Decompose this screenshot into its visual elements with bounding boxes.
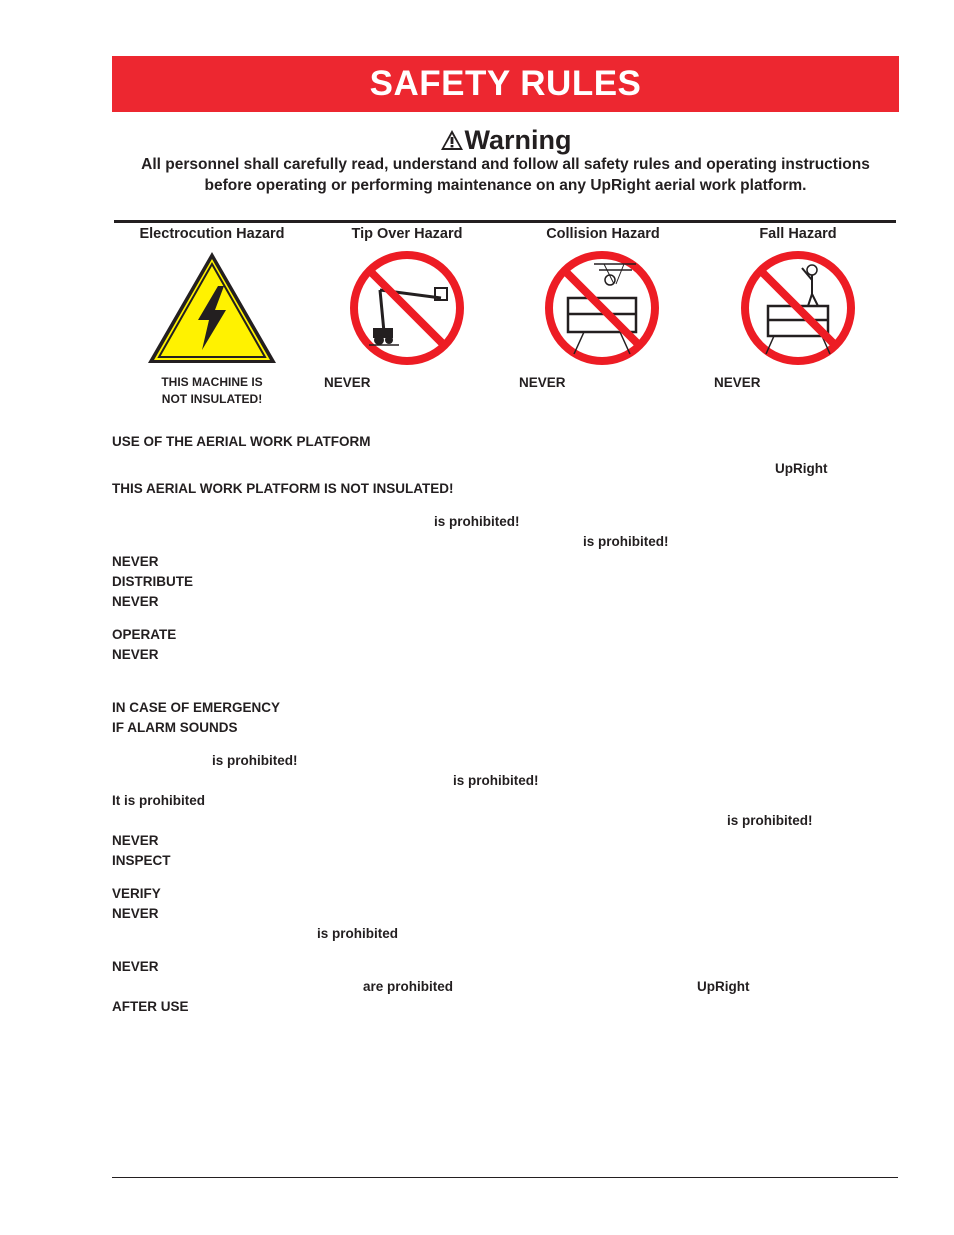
rule-text: is prohibited! (453, 773, 539, 788)
rule-text: UpRight (697, 979, 750, 994)
rule-text: are prohibited (363, 979, 454, 994)
hazard-label-electrocution: Electrocution Hazard (139, 226, 285, 242)
tip-over-note: NEVER (324, 375, 371, 390)
rule-text: is prohibited! (583, 534, 669, 549)
rule-text: IF ALARM SOUNDS (112, 720, 238, 735)
rule-text: is prohibited (317, 926, 398, 941)
rule-text: INSPECT (112, 853, 171, 868)
rule-text: DISTRIBUTE (112, 574, 193, 589)
rule-text: NEVER (112, 647, 159, 662)
rule-text: It is prohibited (112, 793, 205, 808)
electrocution-note-line-2: NOT INSULATED! (161, 392, 263, 406)
collision-prohibited-icon (544, 250, 660, 366)
warning-intro (112, 154, 899, 196)
intro-line-1: All personnel shall carefully read, understand and follow all safety rules and operating instructions (141, 156, 870, 173)
rule-text: NEVER (112, 959, 159, 974)
electrocution-warning-icon (146, 250, 278, 366)
divider-bottom (112, 1177, 898, 1178)
rule-text: IN CASE OF EMERGENCY (112, 700, 281, 715)
warning-heading (112, 124, 899, 156)
hazard-label-fall: Fall Hazard (759, 226, 837, 242)
rule-text: VERIFY (112, 886, 161, 901)
rule-text: THIS AERIAL WORK PLATFORM IS NOT INSULATED! (112, 481, 454, 496)
hazard-label-collision: Collision Hazard (546, 226, 660, 242)
page-title: SAFETY RULES (369, 64, 642, 103)
rule-text: is prohibited! (727, 813, 813, 828)
rule-text: NEVER (112, 594, 159, 609)
rule-text: UpRight (775, 461, 828, 476)
rule-text: is prohibited! (212, 753, 298, 768)
fall-prohibited-icon (740, 250, 856, 366)
electrocution-note-line-1: THIS MACHINE IS (161, 375, 263, 389)
hazard-label-tip-over: Tip Over Hazard (351, 226, 463, 242)
safety-rules-banner (112, 56, 899, 112)
rule-text: NEVER (112, 554, 159, 569)
warning-triangle-icon (440, 129, 464, 151)
rule-text: OPERATE (112, 627, 177, 642)
fall-note: NEVER (714, 375, 761, 390)
collision-note: NEVER (519, 375, 566, 390)
rule-text: NEVER (112, 833, 159, 848)
electrocution-note (142, 374, 282, 408)
rule-text: is prohibited! (434, 514, 520, 529)
rule-text: NEVER (112, 906, 159, 921)
warning-heading-text: Warning (464, 125, 572, 155)
tip-over-prohibited-icon (349, 250, 465, 366)
intro-line-2: before operating or performing maintenance on any UpRight aerial work platform. (204, 177, 807, 194)
rule-text: AFTER USE (112, 999, 189, 1014)
rule-text: USE OF THE AERIAL WORK PLATFORM (112, 434, 371, 449)
divider-top (114, 220, 896, 223)
